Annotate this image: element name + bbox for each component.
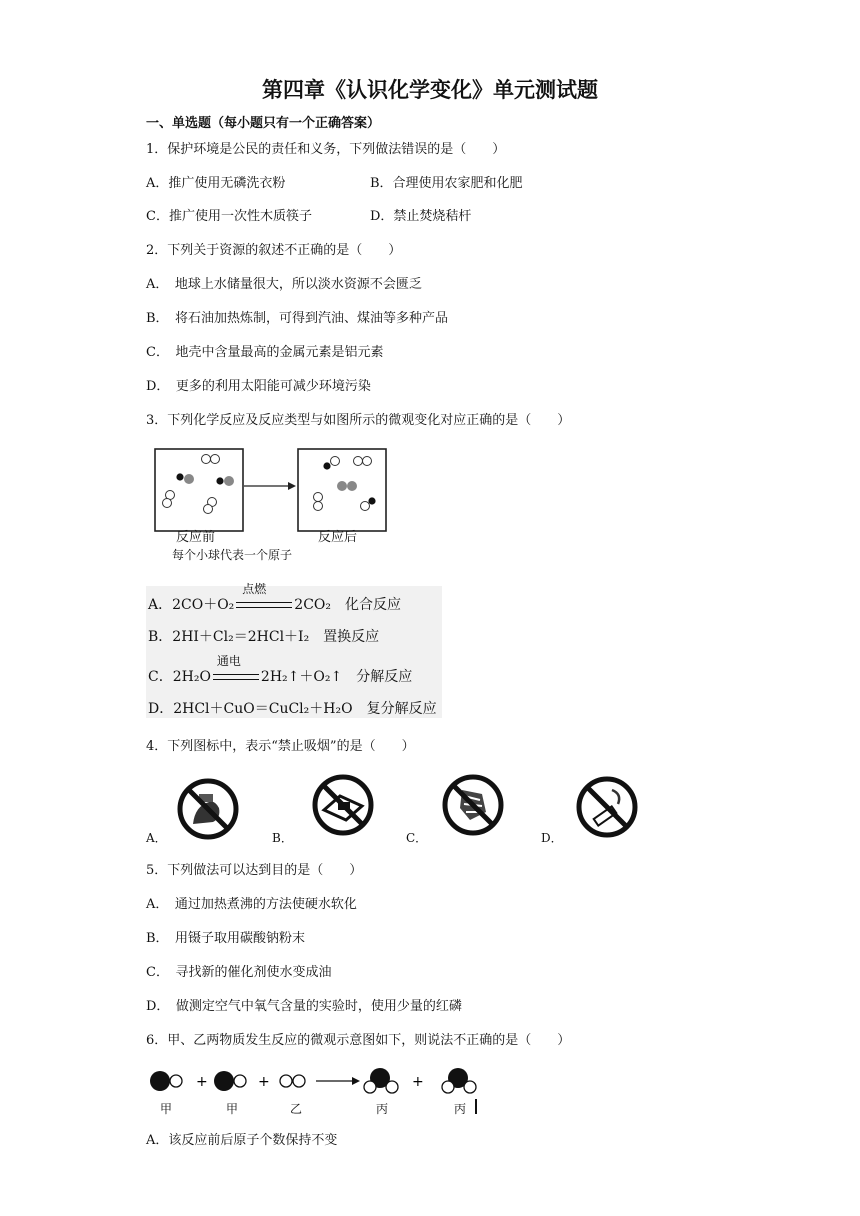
q5-stem: 5．下列做法可以达到目的是（ ） xyxy=(146,863,363,878)
q3-option-a-condition-sign xyxy=(234,582,294,612)
page-title: 第四章《认识化学变化》单元测试题 xyxy=(262,78,598,102)
q6-stem: 6．甲、乙两物质发生反应的微观示意图如下，则说法不正确的是（ ） xyxy=(146,1033,571,1048)
q4-sign-a-icon xyxy=(175,776,241,842)
q4-stem: 4．下列图标中，表示“禁止吸烟”的是（ ） xyxy=(146,739,415,754)
q3-option-a-reactants: A．2CO＋O₂ xyxy=(148,597,235,613)
arrow-head xyxy=(288,482,296,490)
before-box xyxy=(155,449,243,531)
q4-option-b-label: B． xyxy=(272,831,293,845)
q3-option-b: B．2HI＋Cl₂＝2HCl＋I₂ 置换反应 xyxy=(148,629,380,645)
q5-option-d: D． 做测定空气中氧气含量的实验时，使用少量的红磷 xyxy=(146,999,462,1014)
q3-stem: 3．下列化学反应及反应类型与如图所示的微观变化对应正确的是（ ） xyxy=(146,413,571,428)
q2-option-a: A． 地球上水储量很大，所以淡水资源不会匮乏 xyxy=(146,277,422,292)
before-label: 反应前 xyxy=(176,530,216,545)
diagram-note: 每个小球代表一个原子 xyxy=(172,548,293,562)
q6-label-jia-1: 甲 xyxy=(160,1102,173,1116)
equal-sign xyxy=(213,674,259,680)
section-heading: 一、单选题（每小题只有一个正确答案） xyxy=(146,116,381,131)
q2-stem: 2．下列关于资源的叙述不正确的是（ ） xyxy=(146,243,402,258)
q6-reaction-diagram xyxy=(146,1064,486,1098)
equal-sign xyxy=(236,602,292,608)
q2-option-b: B． 将石油加热炼制，可得到汽油、煤油等多种产品 xyxy=(146,311,449,326)
q6-label-yi: 乙 xyxy=(290,1102,303,1116)
q3-option-a-products: 2CO₂ 化合反应 xyxy=(294,597,402,613)
q3-option-a xyxy=(148,582,402,614)
q4-option-a-label: A． xyxy=(146,831,167,845)
q3-reaction-figure xyxy=(150,446,400,566)
q1-stem: 1．保护环境是公民的责任和义务，下列做法错误的是（ ） xyxy=(146,142,506,157)
q4-option-d-label: D． xyxy=(541,831,563,845)
q3-option-c-products: 2H₂↑＋O₂↑ 分解反应 xyxy=(260,669,413,685)
q4-sign-d-no-smoking-icon xyxy=(574,774,640,840)
q3-options-panel xyxy=(146,582,442,718)
q3-option-c xyxy=(148,654,413,686)
q5-option-c: C． 寻找新的催化剂使水变成油 xyxy=(146,965,332,980)
q4-sign-c-icon xyxy=(440,772,506,838)
q3-condition-electric: 通电 xyxy=(216,654,241,668)
svg-text:+: + xyxy=(258,1074,270,1090)
q4-option-c-label: C． xyxy=(406,831,428,845)
q3-condition-burn: 点燃 xyxy=(242,582,267,596)
q3-particle-diagram xyxy=(150,446,400,536)
svg-text:+: + xyxy=(196,1074,208,1090)
q3-option-c-reactants: C．2H₂O xyxy=(148,669,211,685)
q5-option-b: B． 用镊子取用碳酸钠粉末 xyxy=(146,931,306,946)
q1-option-d: D．禁止焚烧秸杆 xyxy=(370,209,472,224)
q6-label-bing-1: 丙 xyxy=(376,1102,389,1116)
q2-option-d: D． 更多的利用太阳能可减少环境污染 xyxy=(146,379,371,394)
q3-option-c-condition-sign xyxy=(211,654,261,684)
q1-option-c: C．推广使用一次性木质筷子 xyxy=(146,209,312,224)
q6-option-a: A．该反应前后原子个数保持不变 xyxy=(146,1133,338,1148)
q4-sign-b-icon xyxy=(310,772,376,838)
q5-option-a: A． 通过加热煮沸的方法使硬水软化 xyxy=(146,897,357,912)
q1-option-a: A．推广使用无磷洗衣粉 xyxy=(146,176,286,191)
svg-text:+: + xyxy=(412,1074,424,1090)
q1-option-b: B．合理使用农家肥和化肥 xyxy=(370,176,523,191)
text-cursor xyxy=(475,1099,477,1114)
q6-label-jia-2: 甲 xyxy=(226,1102,239,1116)
q6-label-bing-2: 丙 xyxy=(454,1102,467,1116)
after-label: 反应后 xyxy=(318,530,358,545)
q3-option-d: D．2HCl＋CuO＝CuCl₂＋H₂O 复分解反应 xyxy=(148,701,437,717)
q2-option-c: C． 地壳中含量最高的金属元素是铝元素 xyxy=(146,345,384,360)
